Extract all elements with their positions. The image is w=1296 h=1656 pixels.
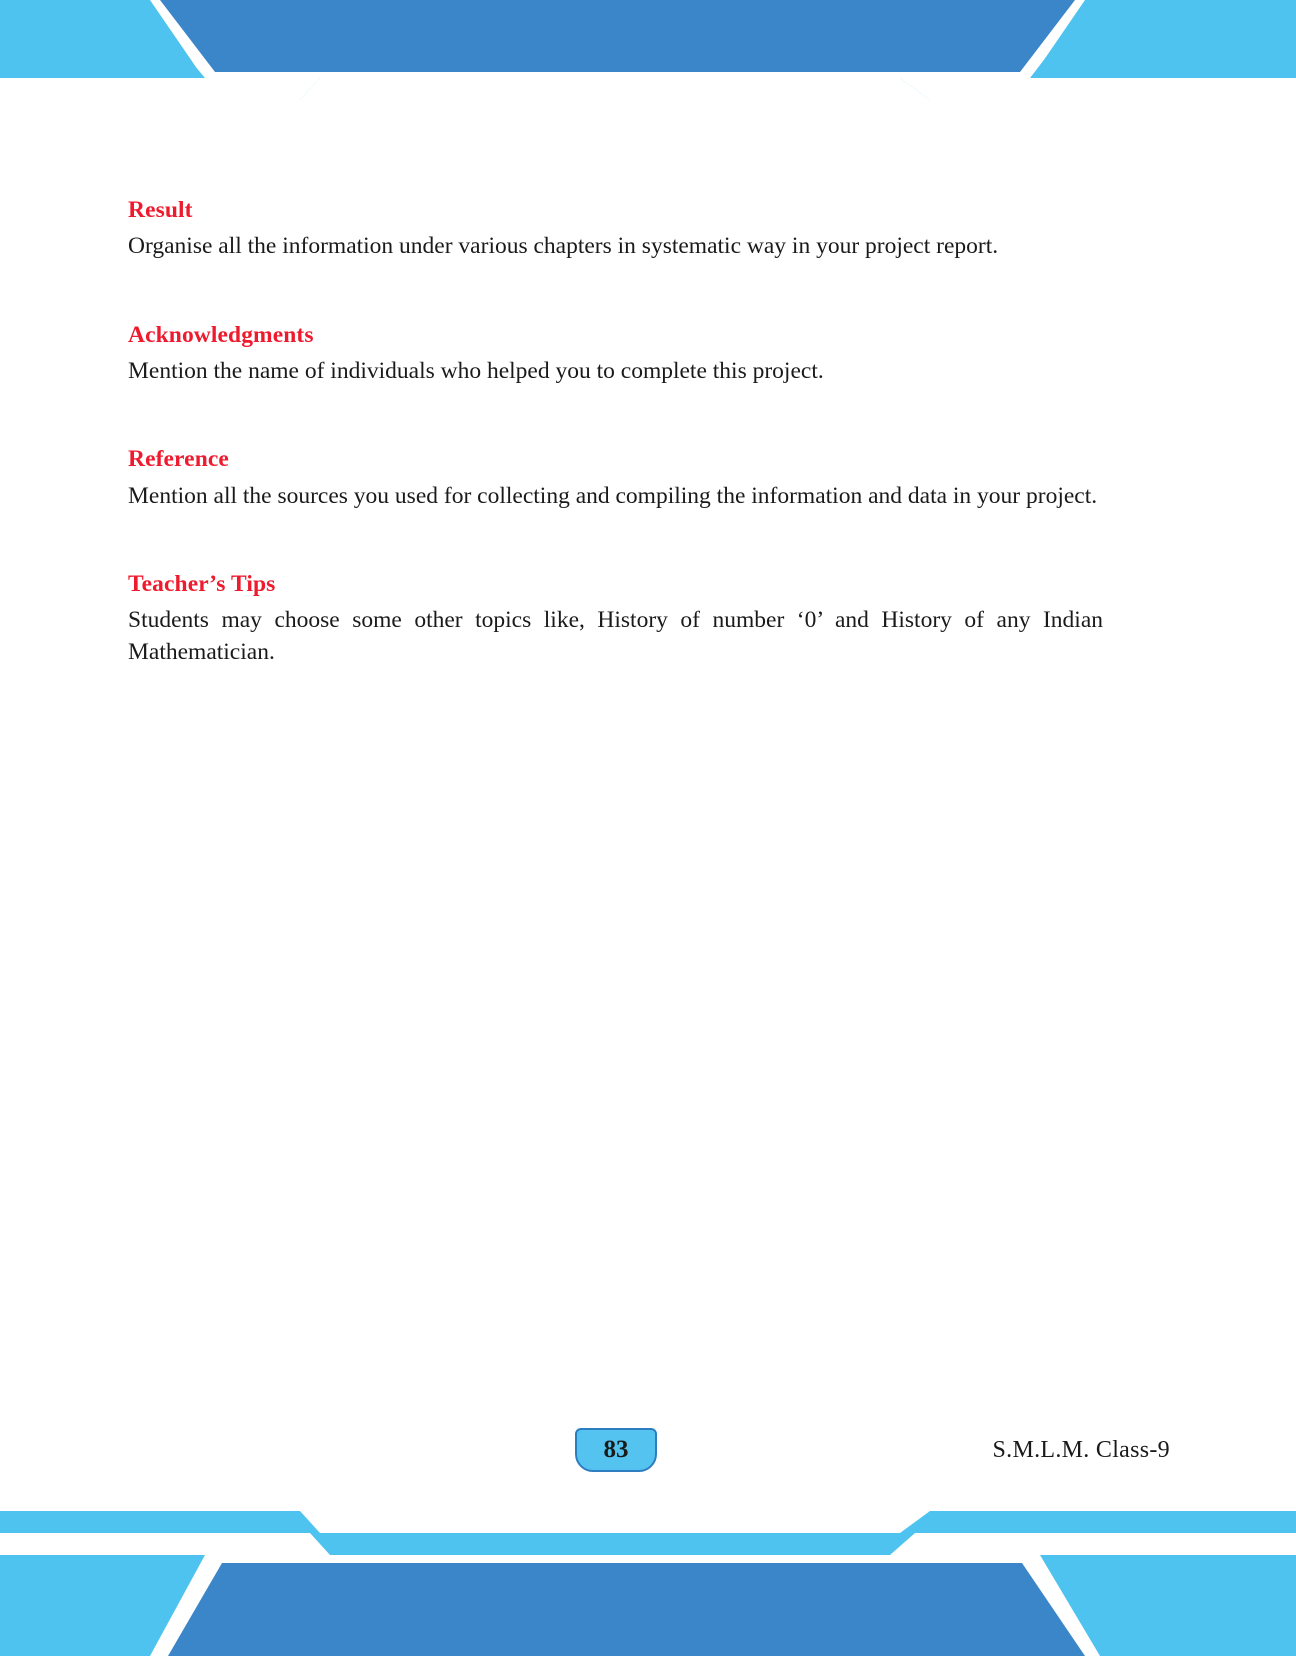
section-teachers-tips xyxy=(128,570,1103,668)
top-decoration-banner xyxy=(0,0,1296,120)
section-reference xyxy=(128,445,1103,512)
page-number-badge: 83 xyxy=(575,1428,657,1472)
page-content xyxy=(128,196,1103,668)
section-heading: Acknowledgments xyxy=(128,321,314,348)
section-body: Mention the name of individuals who helped you to complete this project. xyxy=(128,358,824,384)
section-acknowledgments xyxy=(128,321,1103,388)
spacer xyxy=(128,415,1103,445)
section-heading: Reference xyxy=(128,446,229,473)
section-body: Students may choose some other topics like, History of number ‘0’ and History of any Indian Mathematician. xyxy=(128,607,1103,665)
section-heading: Teacher’s Tips xyxy=(128,570,276,597)
section-body: Organise all the information under various chapters in systematic way in your project report. xyxy=(128,233,999,260)
section-result xyxy=(128,196,1103,263)
spacer xyxy=(128,291,1103,321)
spacer xyxy=(128,540,1103,570)
section-heading: Result xyxy=(128,197,193,223)
bottom-decoration-banner xyxy=(0,1471,1296,1656)
footer-book-label: S.M.L.M. Class-9 xyxy=(992,1437,1170,1463)
section-body: Mention all the sources you used for collecting and compiling the information and data in your project. xyxy=(128,482,1098,509)
